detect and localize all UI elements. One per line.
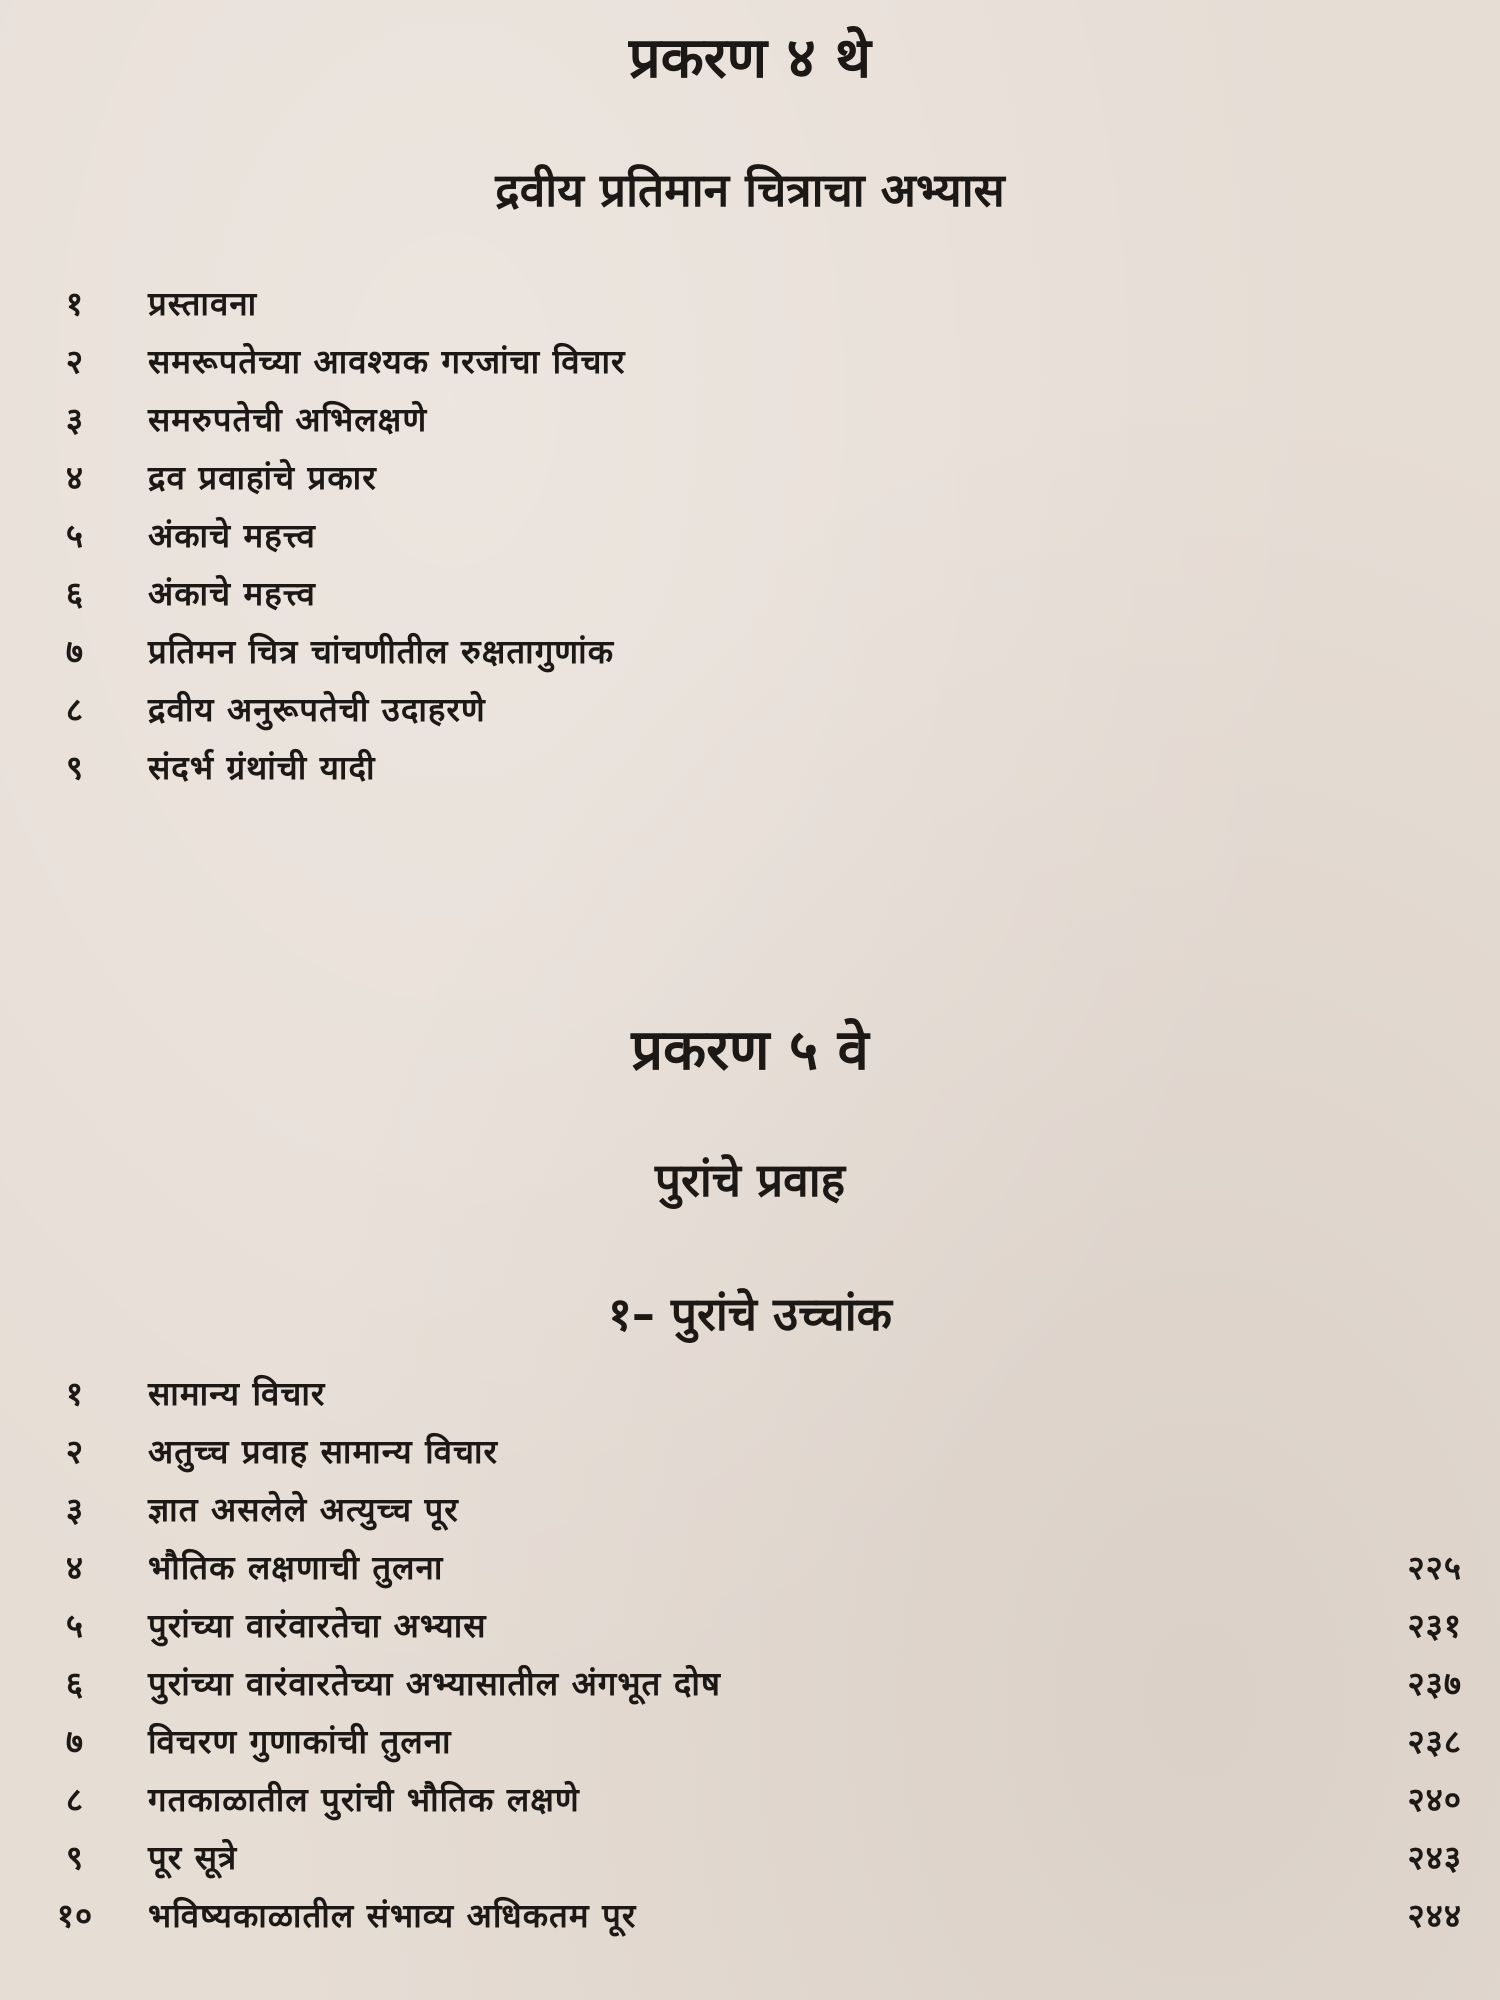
item-text: पुरांच्या वारंवारतेचा अभ्यास [148,1606,487,1645]
list-item [0,1652,1500,1710]
item-number: ७ [65,632,85,671]
item-text: भविष्यकाळातील संभाव्य अधिकतम पूर [148,1896,637,1935]
item-number: १ [65,1374,85,1413]
chapter-5-title: पुरांचे प्रवाह [654,1153,846,1207]
list-item [0,1478,1500,1536]
item-number: ४ [65,458,85,497]
list-item [0,1768,1500,1826]
list-item [0,388,1500,446]
chapter-4-heading: प्रकरण ४ थे [628,26,872,91]
item-number: २ [65,342,85,381]
chapter-4-title: द्रवीय प्रतिमान चित्राचा अभ्यास [495,163,1005,217]
list-item [0,446,1500,504]
item-number: २ [65,1432,85,1471]
item-number: ५ [65,516,85,555]
list-item [0,562,1500,620]
item-number: ३ [65,400,85,439]
item-text: ज्ञात असलेले अत्युच्च पूर [148,1490,459,1529]
page-number: २२५ [1407,1548,1462,1587]
item-number: ३ [65,1490,85,1529]
item-number: ४ [65,1548,85,1587]
item-number: ८ [65,1780,85,1819]
chapter-5-section-heading: १– पुरांचे उच्चांक [607,1287,893,1341]
list-item [0,1420,1500,1478]
item-text: समरुपतेची अभिलक्षणे [148,400,428,439]
list-item [0,1362,1500,1420]
item-text: प्रस्तावना [148,284,258,323]
list-item [0,1884,1500,1942]
page-number: २३८ [1407,1722,1462,1761]
item-text: अंकाचे महत्त्व [148,574,316,613]
item-text: भौतिक लक्षणाची तुलना [148,1548,444,1587]
item-text: द्रवीय अनुरूपतेची उदाहरणे [148,690,486,729]
list-item [0,678,1500,736]
item-text: प्रतिमन चित्र चांचणीतील रुक्षतागुणांक [148,632,615,671]
item-number: १० [56,1896,94,1935]
list-item [0,504,1500,562]
item-number: १ [65,284,85,323]
item-number: ९ [65,1838,85,1877]
page-number: २४४ [1407,1896,1462,1935]
chapter-5-heading: प्रकरण ५ वे [631,1018,869,1083]
item-text: सामान्य विचार [148,1374,326,1413]
chapter-4-contents-list [0,272,1500,794]
item-number: ९ [65,748,85,787]
item-number: ८ [65,690,85,729]
list-item [0,330,1500,388]
item-number: ५ [65,1606,85,1645]
page-number: २४० [1407,1780,1462,1819]
item-text: अंकाचे महत्त्व [148,516,316,555]
item-text: अतुच्च प्रवाह सामान्य विचार [148,1432,498,1471]
list-item [0,620,1500,678]
list-item [0,736,1500,794]
item-text: संदर्भ ग्रंथांची यादी [148,748,376,787]
item-text: पूर सूत्रे [148,1838,238,1877]
list-item [0,1710,1500,1768]
chapter-5-contents-list [0,1362,1500,1942]
item-text: समरूपतेच्या आवश्यक गरजांचा विचार [148,342,626,381]
list-item [0,1536,1500,1594]
list-item [0,1826,1500,1884]
list-item [0,272,1500,330]
item-number: ६ [65,1664,85,1703]
item-text: द्रव प्रवाहांचे प्रकार [148,458,377,497]
page-number: २३१ [1407,1606,1462,1645]
list-item [0,1594,1500,1652]
page-number: २३७ [1407,1664,1462,1703]
item-text: गतकाळातील पुरांची भौतिक लक्षणे [148,1780,580,1819]
item-text: पुरांच्या वारंवारतेच्या अभ्यासातील अंगभूत दोष [148,1664,722,1703]
page-number: २४३ [1407,1838,1462,1877]
item-number: ६ [65,574,85,613]
item-number: ७ [65,1722,85,1761]
item-text: विचरण गुणाकांची तुलना [148,1722,452,1761]
